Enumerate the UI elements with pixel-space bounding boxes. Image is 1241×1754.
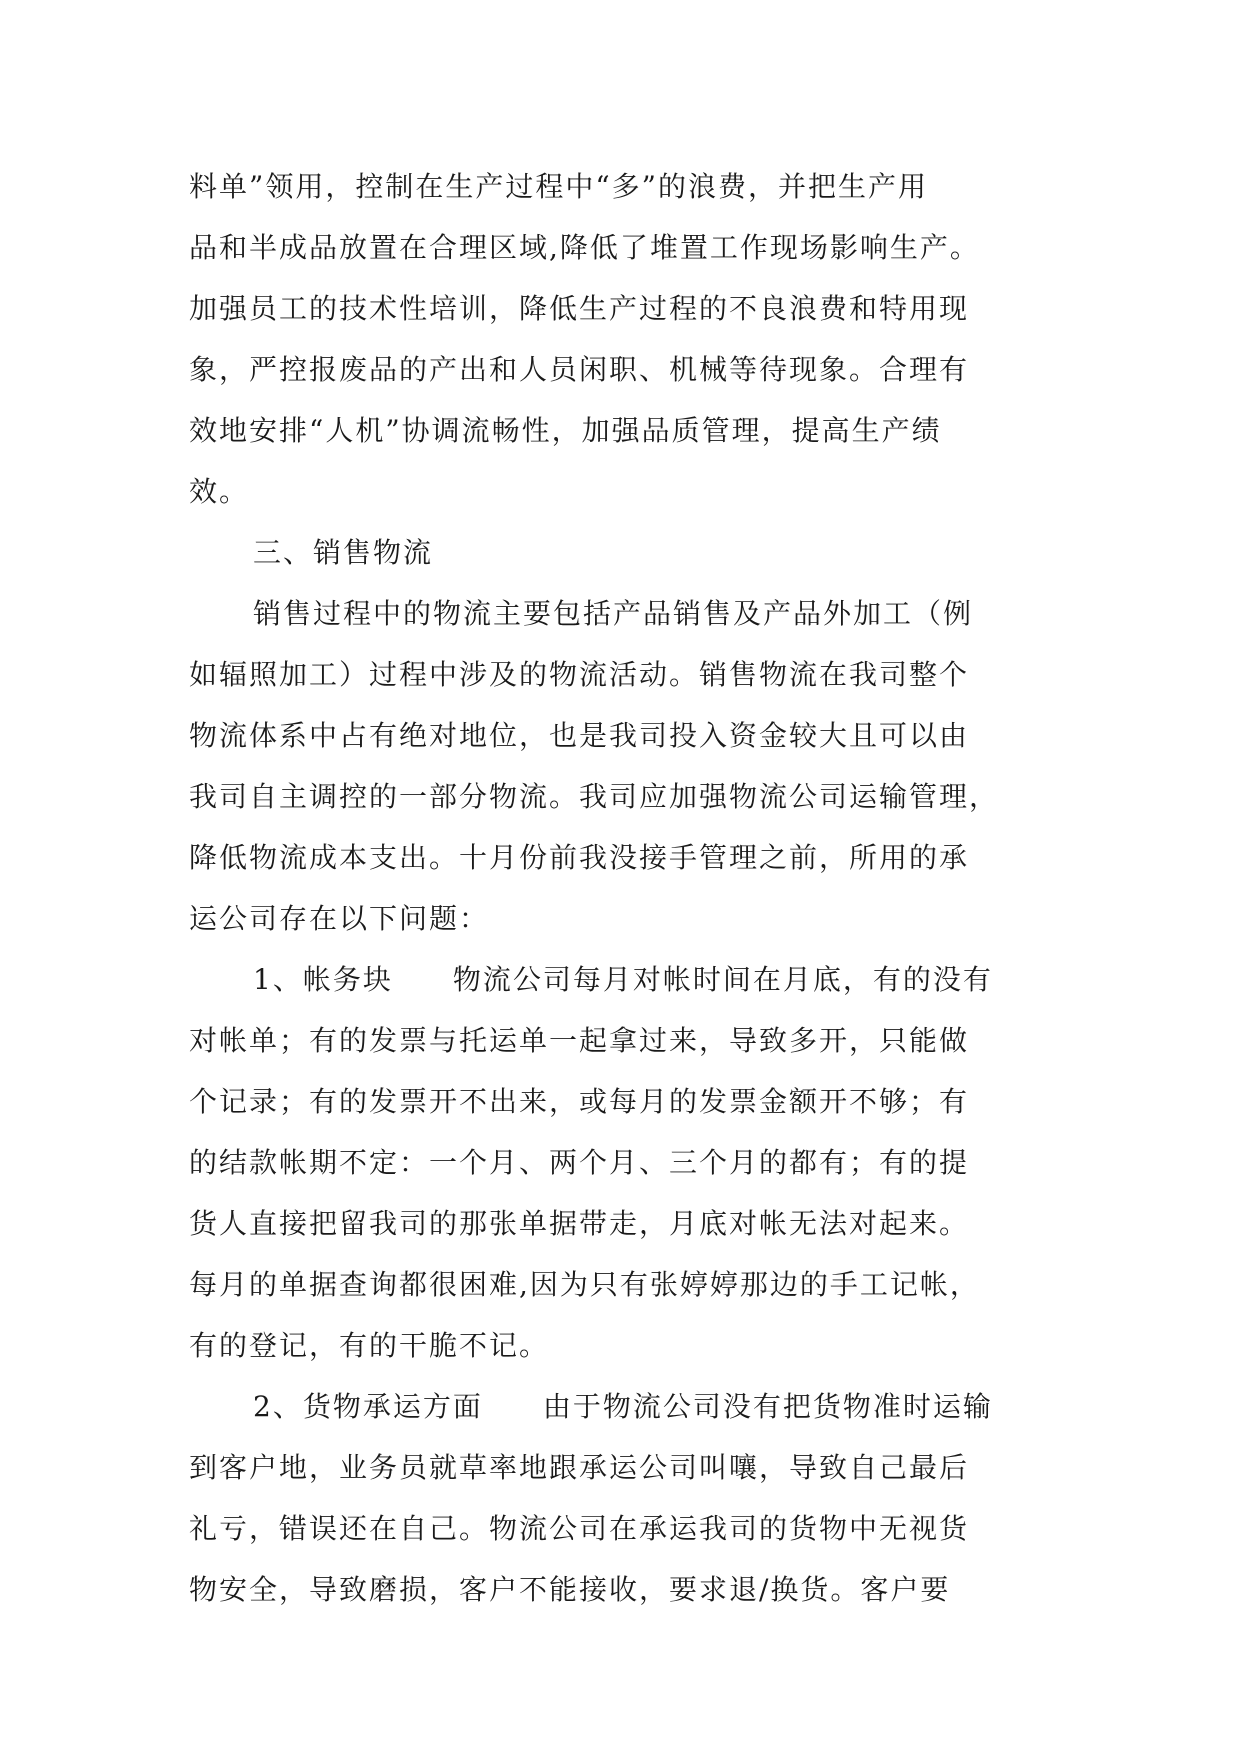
text-line: 加强员工的技术性培训，降低生产过程的不良浪费和特用现 [189, 292, 970, 325]
text-line: 物流体系中占有绝对地位，也是我司投入资金较大且可以由 [189, 719, 970, 752]
text-line: 1、帐务块 物流公司每月对帐时间在月底，有的没有 [253, 963, 993, 996]
text-line: 礼亏，错误还在自己。物流公司在承运我司的货物中无视货 [189, 1512, 970, 1545]
text-line: 的结款帐期不定：一个月、两个月、三个月的都有；有的提 [189, 1146, 970, 1179]
text-line: 象，严控报废品的产出和人员闲职、机械等待现象。合理有 [189, 353, 970, 386]
text-line: 品和半成品放置在合理区域,降低了堆置工作现场影响生产。 [189, 231, 980, 264]
text-line: 到客户地，业务员就草率地跟承运公司叫嚷，导致自己最后 [189, 1451, 970, 1484]
text-line: 销售过程中的物流主要包括产品销售及产品外加工（例 [253, 597, 974, 630]
text-line: 每月的单据查询都很困难,因为只有张婷婷那边的手工记帐， [189, 1268, 980, 1301]
text-line: 降低物流成本支出。十月份前我没接手管理之前，所用的承 [189, 841, 970, 874]
text-line: 物安全，导致磨损，客户不能接收，要求退/换货。客户要 [189, 1573, 951, 1606]
body-text [189, 156, 1089, 1620]
text-line: 效。 [189, 475, 250, 508]
text-line: 效地安排“人机”协调流畅性，加强品质管理，提高生产绩 [189, 414, 942, 447]
text-line: 我司自主调控的一部分物流。我司应加强物流公司运输管理， [189, 780, 1000, 813]
text-line: 对帐单；有的发票与托运单一起拿过来，导致多开，只能做 [189, 1024, 970, 1057]
text-line: 运公司存在以下问题： [189, 902, 490, 935]
text-line: 2、货物承运方面 由于物流公司没有把货物准时运输 [253, 1390, 993, 1423]
text-line: 三、销售物流 [253, 536, 434, 569]
text-line: 如辐照加工）过程中涉及的物流活动。销售物流在我司整个 [189, 658, 970, 691]
text-line: 货人直接把留我司的那张单据带走，月底对帐无法对起来。 [189, 1207, 970, 1240]
text-line: 有的登记，有的干脆不记。 [189, 1329, 550, 1362]
text-line: 料单”领用，控制在生产过程中“多”的浪费，并把生产用 [189, 170, 928, 203]
text-line: 个记录；有的发票开不出来，或每月的发票金额开不够；有 [189, 1085, 970, 1118]
